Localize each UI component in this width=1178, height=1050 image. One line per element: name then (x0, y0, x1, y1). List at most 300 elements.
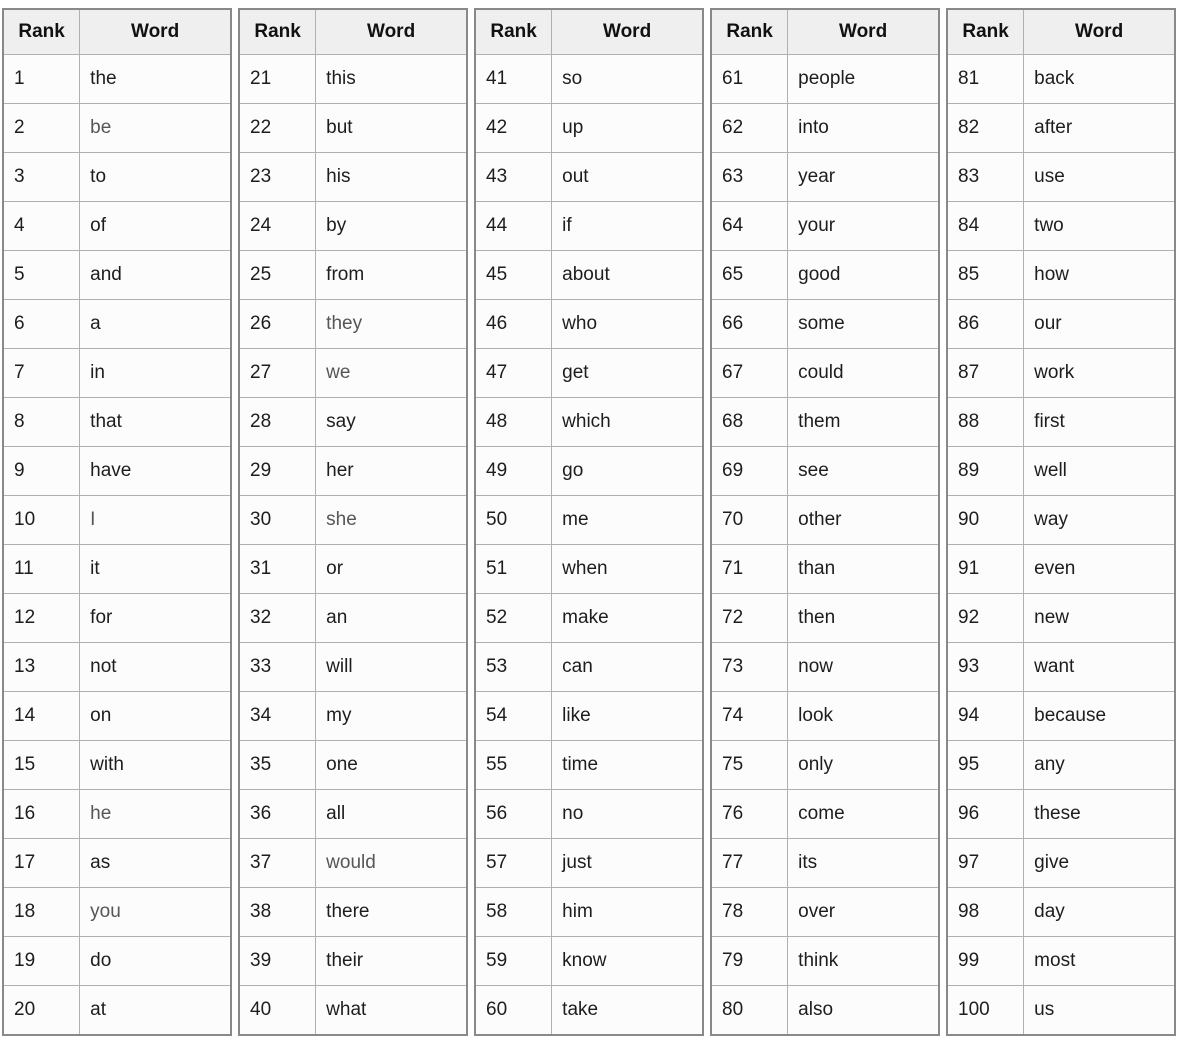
word-cell: who (552, 300, 703, 349)
word-cell: look (788, 692, 939, 741)
word-cell: know (552, 937, 703, 986)
word-cell: also (788, 986, 939, 1036)
rank-cell: 62 (711, 104, 788, 153)
rank-cell: 38 (239, 888, 316, 937)
rank-cell: 67 (711, 349, 788, 398)
table-row (475, 202, 703, 251)
rank-cell: 22 (239, 104, 316, 153)
word-cell: me (552, 496, 703, 545)
word-cell: could (788, 349, 939, 398)
word-rank-table (946, 8, 1176, 1036)
word-column-header: Word (788, 9, 939, 55)
rank-cell: 61 (711, 55, 788, 104)
rank-cell: 2 (3, 104, 80, 153)
table-row (239, 398, 467, 447)
table-row (475, 986, 703, 1036)
table-row (711, 937, 939, 986)
rank-cell: 39 (239, 937, 316, 986)
word-cell: they (316, 300, 467, 349)
rank-cell: 77 (711, 839, 788, 888)
rank-cell: 85 (947, 251, 1024, 300)
word-cell: then (788, 594, 939, 643)
rank-cell: 51 (475, 545, 552, 594)
word-cell: about (552, 251, 703, 300)
rank-cell: 8 (3, 398, 80, 447)
rank-cell: 57 (475, 839, 552, 888)
rank-cell: 30 (239, 496, 316, 545)
table-row (711, 986, 939, 1036)
table-row (3, 398, 231, 447)
table-row (711, 496, 939, 545)
rank-cell: 34 (239, 692, 316, 741)
table-row (3, 937, 231, 986)
table-row (3, 741, 231, 790)
table-header-row (475, 9, 703, 55)
table-row (711, 398, 939, 447)
rank-cell: 12 (3, 594, 80, 643)
rank-cell: 76 (711, 790, 788, 839)
word-cell: it (80, 545, 231, 594)
table-row (475, 741, 703, 790)
table-row (239, 55, 467, 104)
word-cell: this (316, 55, 467, 104)
word-cell: so (552, 55, 703, 104)
table-row (947, 937, 1175, 986)
word-cell: your (788, 202, 939, 251)
rank-cell: 71 (711, 545, 788, 594)
rank-cell: 54 (475, 692, 552, 741)
rank-column-header: Rank (3, 9, 80, 55)
table-row (239, 888, 467, 937)
table-row (947, 986, 1175, 1036)
rank-cell: 41 (475, 55, 552, 104)
word-cell: can (552, 643, 703, 692)
rank-cell: 89 (947, 447, 1024, 496)
word-cell: the (80, 55, 231, 104)
table-row (711, 643, 939, 692)
rank-cell: 94 (947, 692, 1024, 741)
table-row (947, 594, 1175, 643)
table-row (239, 545, 467, 594)
table-row (711, 55, 939, 104)
rank-cell: 93 (947, 643, 1024, 692)
word-cell: that (80, 398, 231, 447)
word-cell: their (316, 937, 467, 986)
word-cell: but (316, 104, 467, 153)
rank-cell: 58 (475, 888, 552, 937)
word-cell: than (788, 545, 939, 594)
word-cell: most (1024, 937, 1175, 986)
word-cell: time (552, 741, 703, 790)
word-cell: you (80, 888, 231, 937)
table-row (3, 300, 231, 349)
table-row (947, 643, 1175, 692)
word-cell: way (1024, 496, 1175, 545)
table-row (711, 153, 939, 202)
rank-cell: 65 (711, 251, 788, 300)
rank-cell: 95 (947, 741, 1024, 790)
table-row (711, 202, 939, 251)
table-row (239, 790, 467, 839)
rank-cell: 27 (239, 349, 316, 398)
word-cell: come (788, 790, 939, 839)
word-cell: with (80, 741, 231, 790)
table-row (475, 104, 703, 153)
rank-cell: 43 (475, 153, 552, 202)
word-rank-table (238, 8, 468, 1036)
table-row (711, 251, 939, 300)
rank-cell: 92 (947, 594, 1024, 643)
rank-column-header: Rank (475, 9, 552, 55)
word-cell: there (316, 888, 467, 937)
word-cell: back (1024, 55, 1175, 104)
word-cell: what (316, 986, 467, 1036)
rank-cell: 87 (947, 349, 1024, 398)
word-cell: any (1024, 741, 1175, 790)
table-row (239, 251, 467, 300)
word-cell: when (552, 545, 703, 594)
rank-cell: 64 (711, 202, 788, 251)
table-row (711, 349, 939, 398)
rank-cell: 81 (947, 55, 1024, 104)
rank-cell: 35 (239, 741, 316, 790)
rank-cell: 26 (239, 300, 316, 349)
table-row (239, 153, 467, 202)
table-row (947, 300, 1175, 349)
word-cell: our (1024, 300, 1175, 349)
table-row (239, 643, 467, 692)
rank-cell: 24 (239, 202, 316, 251)
table-row (475, 496, 703, 545)
table-row (947, 104, 1175, 153)
table-row (947, 545, 1175, 594)
rank-cell: 13 (3, 643, 80, 692)
word-cell: my (316, 692, 467, 741)
table-row (711, 692, 939, 741)
rank-cell: 98 (947, 888, 1024, 937)
rank-cell: 74 (711, 692, 788, 741)
word-cell: have (80, 447, 231, 496)
rank-cell: 31 (239, 545, 316, 594)
word-cell: as (80, 839, 231, 888)
table-row (3, 496, 231, 545)
table-row (947, 55, 1175, 104)
table-row (711, 790, 939, 839)
table-row (3, 839, 231, 888)
rank-cell: 84 (947, 202, 1024, 251)
table-row (3, 104, 231, 153)
table-row (947, 692, 1175, 741)
word-column-header: Word (316, 9, 467, 55)
table-row (947, 153, 1175, 202)
table-row (711, 300, 939, 349)
rank-cell: 32 (239, 594, 316, 643)
rank-cell: 97 (947, 839, 1024, 888)
word-cell: only (788, 741, 939, 790)
rank-cell: 1 (3, 55, 80, 104)
word-cell: an (316, 594, 467, 643)
rank-cell: 100 (947, 986, 1024, 1036)
table-row (239, 300, 467, 349)
table-row (711, 545, 939, 594)
table-row (475, 594, 703, 643)
rank-cell: 53 (475, 643, 552, 692)
rank-column-header: Rank (239, 9, 316, 55)
rank-cell: 3 (3, 153, 80, 202)
table-row (239, 594, 467, 643)
word-column-header: Word (80, 9, 231, 55)
table-row (239, 741, 467, 790)
table-row (947, 888, 1175, 937)
table-row (947, 839, 1175, 888)
table-row (239, 104, 467, 153)
table-row (475, 643, 703, 692)
word-cell: go (552, 447, 703, 496)
word-cell: no (552, 790, 703, 839)
rank-cell: 66 (711, 300, 788, 349)
word-column-header: Word (552, 9, 703, 55)
word-cell: a (80, 300, 231, 349)
rank-cell: 19 (3, 937, 80, 986)
table-row (3, 888, 231, 937)
rank-cell: 80 (711, 986, 788, 1036)
word-cell: well (1024, 447, 1175, 496)
rank-cell: 5 (3, 251, 80, 300)
word-cell: make (552, 594, 703, 643)
word-cell: her (316, 447, 467, 496)
table-row (239, 202, 467, 251)
table-row (3, 55, 231, 104)
word-cell: at (80, 986, 231, 1036)
word-cell: over (788, 888, 939, 937)
word-cell: want (1024, 643, 1175, 692)
word-cell: out (552, 153, 703, 202)
rank-cell: 17 (3, 839, 80, 888)
table-row (711, 741, 939, 790)
word-cell: use (1024, 153, 1175, 202)
rank-cell: 96 (947, 790, 1024, 839)
rank-cell: 75 (711, 741, 788, 790)
table-row (3, 349, 231, 398)
word-rank-table (710, 8, 940, 1036)
word-cell: think (788, 937, 939, 986)
word-cell: from (316, 251, 467, 300)
table-row (3, 790, 231, 839)
word-cell: if (552, 202, 703, 251)
word-cell: be (80, 104, 231, 153)
table-row (475, 839, 703, 888)
table-row (711, 594, 939, 643)
rank-cell: 47 (475, 349, 552, 398)
table-row (947, 741, 1175, 790)
word-cell: to (80, 153, 231, 202)
table-row (239, 937, 467, 986)
word-cell: his (316, 153, 467, 202)
word-cell: not (80, 643, 231, 692)
table-row (475, 153, 703, 202)
word-column-header: Word (1024, 9, 1175, 55)
rank-cell: 55 (475, 741, 552, 790)
word-cell: like (552, 692, 703, 741)
rank-cell: 14 (3, 692, 80, 741)
word-cell: day (1024, 888, 1175, 937)
word-cell: will (316, 643, 467, 692)
rank-cell: 42 (475, 104, 552, 153)
table-row (3, 986, 231, 1036)
word-cell: work (1024, 349, 1175, 398)
word-cell: would (316, 839, 467, 888)
table-row (475, 888, 703, 937)
word-cell: do (80, 937, 231, 986)
table-row (239, 496, 467, 545)
table-row (711, 839, 939, 888)
word-cell: these (1024, 790, 1175, 839)
rank-cell: 56 (475, 790, 552, 839)
table-row (711, 104, 939, 153)
rank-cell: 73 (711, 643, 788, 692)
rank-cell: 15 (3, 741, 80, 790)
table-row (475, 692, 703, 741)
table-header-row (947, 9, 1175, 55)
rank-cell: 83 (947, 153, 1024, 202)
rank-cell: 86 (947, 300, 1024, 349)
rank-cell: 45 (475, 251, 552, 300)
rank-cell: 70 (711, 496, 788, 545)
rank-cell: 46 (475, 300, 552, 349)
rank-cell: 10 (3, 496, 80, 545)
word-cell: even (1024, 545, 1175, 594)
table-row (475, 55, 703, 104)
rank-cell: 4 (3, 202, 80, 251)
rank-cell: 44 (475, 202, 552, 251)
word-cell: year (788, 153, 939, 202)
word-cell: after (1024, 104, 1175, 153)
word-cell: say (316, 398, 467, 447)
word-rank-table (2, 8, 232, 1036)
word-cell: one (316, 741, 467, 790)
word-cell: first (1024, 398, 1175, 447)
table-row (947, 202, 1175, 251)
rank-cell: 63 (711, 153, 788, 202)
word-cell: up (552, 104, 703, 153)
rank-cell: 28 (239, 398, 316, 447)
word-cell: now (788, 643, 939, 692)
word-cell: of (80, 202, 231, 251)
rank-cell: 37 (239, 839, 316, 888)
table-row (239, 447, 467, 496)
rank-cell: 18 (3, 888, 80, 937)
table-row (475, 300, 703, 349)
word-cell: some (788, 300, 939, 349)
word-cell: good (788, 251, 939, 300)
table-row (3, 202, 231, 251)
rank-cell: 48 (475, 398, 552, 447)
word-cell: two (1024, 202, 1175, 251)
table-row (3, 692, 231, 741)
word-cell: other (788, 496, 939, 545)
word-cell: and (80, 251, 231, 300)
rank-cell: 60 (475, 986, 552, 1036)
table-row (947, 251, 1175, 300)
table-row (475, 447, 703, 496)
rank-cell: 69 (711, 447, 788, 496)
rank-cell: 68 (711, 398, 788, 447)
rank-cell: 6 (3, 300, 80, 349)
word-cell: get (552, 349, 703, 398)
rank-cell: 49 (475, 447, 552, 496)
word-cell: or (316, 545, 467, 594)
word-cell: she (316, 496, 467, 545)
table-row (711, 888, 939, 937)
rank-cell: 40 (239, 986, 316, 1036)
table-header-row (3, 9, 231, 55)
word-cell: new (1024, 594, 1175, 643)
table-row (239, 692, 467, 741)
table-row (3, 643, 231, 692)
table-row (947, 349, 1175, 398)
word-cell: us (1024, 986, 1175, 1036)
table-row (475, 349, 703, 398)
word-cell: all (316, 790, 467, 839)
rank-cell: 82 (947, 104, 1024, 153)
rank-cell: 36 (239, 790, 316, 839)
word-cell: them (788, 398, 939, 447)
table-row (3, 594, 231, 643)
rank-cell: 33 (239, 643, 316, 692)
word-cell: its (788, 839, 939, 888)
table-row (239, 349, 467, 398)
word-cell: he (80, 790, 231, 839)
rank-cell: 21 (239, 55, 316, 104)
rank-cell: 25 (239, 251, 316, 300)
word-cell: in (80, 349, 231, 398)
table-row (947, 496, 1175, 545)
table-row (947, 398, 1175, 447)
rank-cell: 91 (947, 545, 1024, 594)
table-row (475, 251, 703, 300)
word-cell: how (1024, 251, 1175, 300)
table-row (711, 447, 939, 496)
rank-cell: 23 (239, 153, 316, 202)
table-row (3, 447, 231, 496)
word-cell: just (552, 839, 703, 888)
word-cell: him (552, 888, 703, 937)
word-cell: we (316, 349, 467, 398)
word-cell: give (1024, 839, 1175, 888)
table-row (3, 251, 231, 300)
table-row (475, 937, 703, 986)
rank-cell: 72 (711, 594, 788, 643)
rank-column-header: Rank (947, 9, 1024, 55)
table-row (947, 447, 1175, 496)
rank-cell: 90 (947, 496, 1024, 545)
rank-column-header: Rank (711, 9, 788, 55)
rank-cell: 59 (475, 937, 552, 986)
word-cell: see (788, 447, 939, 496)
table-row (475, 790, 703, 839)
word-cell: I (80, 496, 231, 545)
table-row (475, 398, 703, 447)
rank-cell: 29 (239, 447, 316, 496)
rank-cell: 16 (3, 790, 80, 839)
word-cell: into (788, 104, 939, 153)
rank-cell: 20 (3, 986, 80, 1036)
table-row (947, 790, 1175, 839)
table-header-row (239, 9, 467, 55)
rank-cell: 88 (947, 398, 1024, 447)
rank-cell: 7 (3, 349, 80, 398)
word-cell: on (80, 692, 231, 741)
